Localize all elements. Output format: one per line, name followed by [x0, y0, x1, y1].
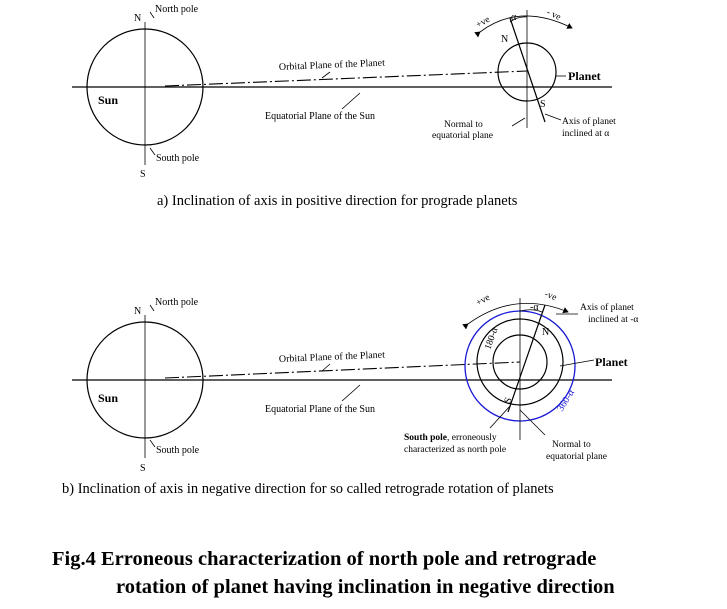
south-pole-note-line1-b: South pole, erroneously: [404, 433, 497, 443]
equatorial-leader-a: [342, 93, 360, 109]
caption-b: b) Inclination of axis in negative direction for so called retrograde rotation of planets: [62, 481, 554, 497]
orbital-leader-a: [322, 72, 330, 78]
south-pole-leader-a: [150, 148, 155, 155]
orbital-plane-line-b: [165, 362, 520, 378]
equatorial-leader-b: [342, 385, 360, 401]
planet-leader-b: [560, 360, 594, 366]
orbital-leader-b: [322, 364, 330, 371]
angle-360-label-b: 360-α: [555, 387, 578, 414]
sun-label-b: Sun: [98, 391, 119, 405]
planet-south-letter-a: S: [540, 99, 546, 110]
planet-south-letter-b: S: [502, 396, 515, 406]
north-pole-label-a: North pole: [155, 4, 199, 15]
planet-north-letter-b: N: [542, 327, 550, 338]
axis-label-line1-a: Axis of planet: [562, 117, 616, 127]
orbital-plane-label-a: Orbital Plane of the Planet: [278, 57, 386, 73]
orbital-plane-line-a: [165, 71, 527, 86]
planet-label-b: Planet: [595, 355, 628, 369]
planet-axis-b: [508, 305, 545, 412]
axis-label-line2-a: inclined at α: [562, 129, 610, 139]
sun-label-a: Sun: [98, 93, 119, 107]
normal-label-line1-b: Normal to: [552, 440, 591, 450]
normal-leader-a: [512, 118, 525, 126]
south-pole-label-a: South pole: [156, 153, 200, 164]
normal-label-line2-b: equatorial plane: [546, 452, 607, 462]
caption-a: a) Inclination of axis in positive direction for prograde planets: [157, 193, 518, 209]
axis-label-line1-b: Axis of planet: [580, 303, 634, 313]
panel-b: [72, 290, 638, 474]
minus-alpha-label-b: -α: [530, 302, 539, 313]
plus-ve-label-b: +ve: [474, 292, 492, 309]
normal-label-line1-a: Normal to: [444, 120, 483, 130]
orbital-plane-label-b: Orbital Plane of the Planet: [278, 349, 386, 365]
south-pole-leader-line-b: [490, 406, 510, 428]
planet-label-a: Planet: [568, 69, 601, 83]
minus-ve-label-b: -ve: [542, 289, 558, 304]
figure-title-line2: rotation of planet having inclination in negative direction: [116, 576, 615, 598]
equatorial-plane-label-b: Equatorial Plane of the Sun: [265, 404, 375, 415]
figure-title-line1: Fig.4 Erroneous characterization of north pole and retrograde: [52, 548, 597, 570]
north-pole-leader-a: [150, 12, 154, 18]
sun-south-letter-a: S: [140, 169, 146, 180]
normal-leader-b: [520, 410, 545, 435]
panel-a: [72, 4, 616, 180]
normal-label-line2-a: equatorial plane: [432, 131, 493, 141]
south-pole-leader-b: [150, 440, 155, 447]
sun-north-letter-b: N: [134, 306, 142, 317]
minus-ve-label-a: - ve: [544, 7, 563, 23]
axis-leader-a: [545, 114, 561, 120]
north-pole-leader-b: [150, 305, 154, 311]
axis-label-line2-b: inclined at -α: [588, 315, 639, 325]
angle-180-label-b: 180-α: [483, 326, 501, 352]
planet-north-letter-a: N: [501, 34, 509, 45]
south-pole-note-line2-b: characterized as north pole: [404, 445, 507, 455]
north-pole-label-b: North pole: [155, 297, 199, 308]
alpha-label-a: α: [511, 12, 517, 23]
sun-north-letter-a: N: [134, 13, 142, 24]
south-pole-label-b: South pole: [156, 445, 200, 456]
sun-south-letter-b: S: [140, 463, 146, 474]
equatorial-plane-label-a: Equatorial Plane of the Sun: [265, 111, 375, 122]
plus-ve-label-a: +ve: [474, 14, 492, 31]
